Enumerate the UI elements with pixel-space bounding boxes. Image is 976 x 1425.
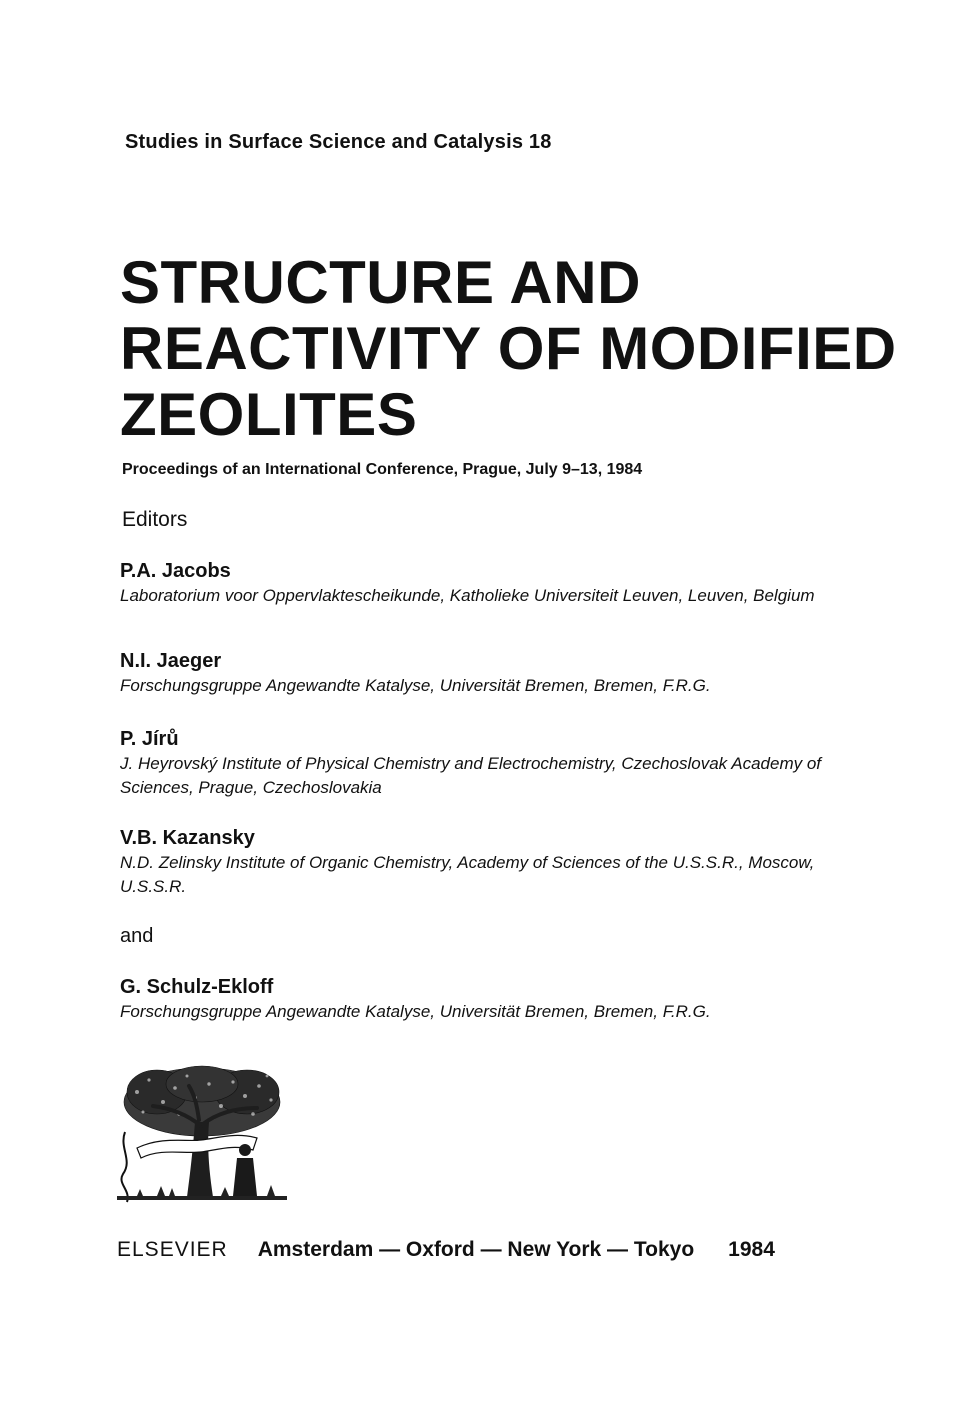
editor-entry — [120, 559, 860, 608]
book-title-line-3: ZEOLITES — [120, 381, 418, 448]
and-conjunction: and — [120, 925, 154, 947]
editor-entry — [120, 975, 860, 1024]
publisher-cities: Amsterdam — Oxford — New York — Tokyo — [257, 1238, 695, 1261]
elsevier-tree-icon — [117, 1062, 287, 1212]
publisher-footer — [117, 1238, 775, 1262]
editor-name: P. Jírů — [120, 728, 179, 750]
series-title: Studies in Surface Science and Catalysis 18 — [125, 131, 552, 153]
editor-affiliation: Forschungsgruppe Angewandte Katalyse, Universität Bremen, Bremen, F.R.G. — [120, 1002, 711, 1021]
book-title-line-1: STRUCTURE AND — [120, 249, 641, 316]
editor-affiliation: N.D. Zelinsky Institute of Organic Chemistry, Academy of Sciences of the U.S.S.R., Moscow, U.S.S.R. — [120, 853, 815, 896]
book-title — [120, 250, 940, 448]
editor-name: V.B. Kazansky — [120, 827, 255, 849]
editor-entry — [120, 649, 860, 698]
proceedings-subtitle: Proceedings of an International Conference, Prague, July 9–13, 1984 — [122, 461, 643, 478]
editor-affiliation: J. Heyrovský Institute of Physical Chemistry and Electrochemistry, Czechoslovak Academy of Sciences, Prague, Czechoslovakia — [120, 754, 822, 797]
editor-entry — [120, 727, 860, 800]
editor-affiliation: Forschungsgruppe Angewandte Katalyse, Universität Bremen, Bremen, F.R.G. — [120, 676, 711, 695]
editor-name: P.A. Jacobs — [120, 560, 231, 582]
editor-entry — [120, 826, 860, 899]
editor-name: G. Schulz-Ekloff — [120, 976, 274, 998]
publication-year: 1984 — [728, 1238, 775, 1261]
editors-heading: Editors — [122, 508, 188, 531]
editor-affiliation: Laboratorium voor Oppervlaktescheikunde, Katholieke Universiteit Leuven, Leuven, Belgium — [120, 586, 815, 605]
editor-name: N.I. Jaeger — [120, 650, 222, 672]
publisher-name: ELSEVIER — [117, 1238, 228, 1261]
book-title-line-2: REACTIVITY OF MODIFIED — [120, 315, 897, 382]
